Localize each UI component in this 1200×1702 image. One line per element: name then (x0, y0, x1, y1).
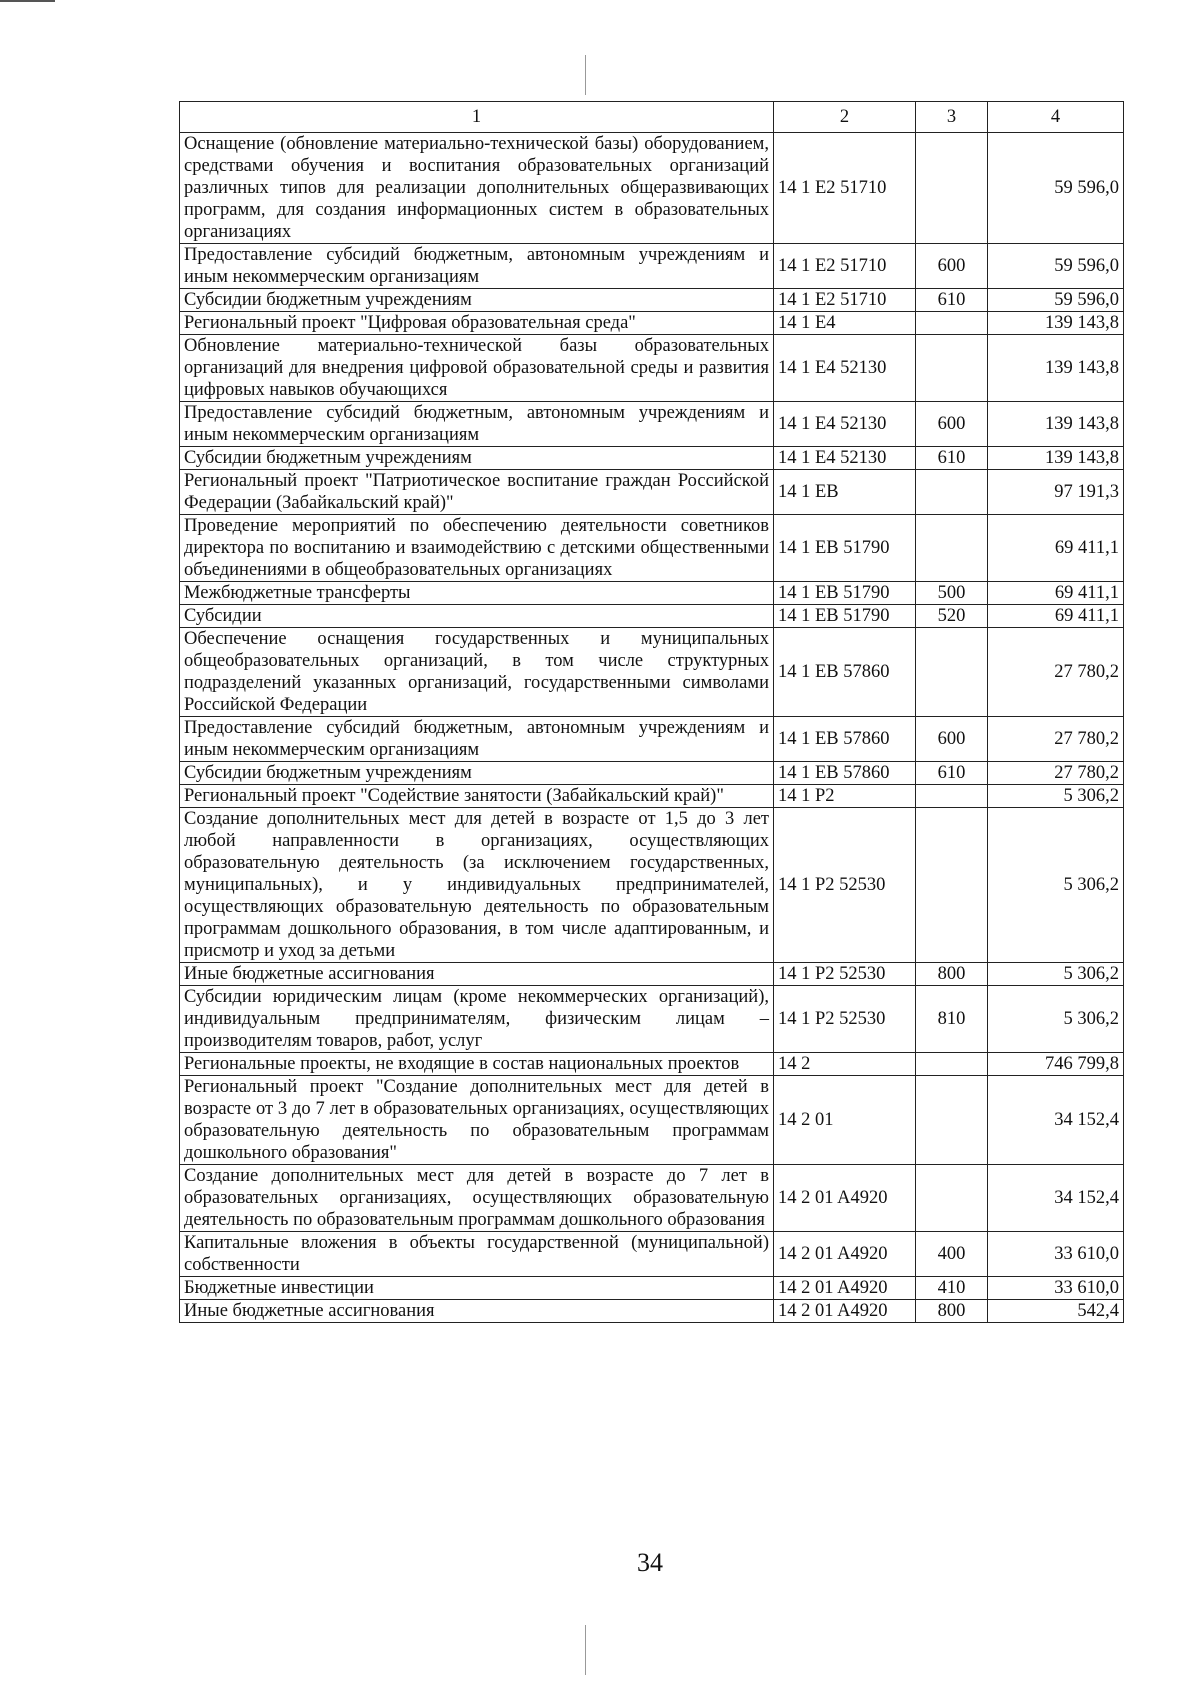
row-name-cell: Иные бюджетные ассигнования (180, 1300, 774, 1323)
row-amount-cell: 69 411,1 (988, 605, 1124, 628)
table-row (180, 1277, 1124, 1300)
row-type-cell (916, 785, 988, 808)
table-body (180, 133, 1124, 1323)
row-code-cell: 14 1 E4 52130 (774, 447, 916, 470)
budget-table (179, 101, 1124, 1323)
table-row (180, 582, 1124, 605)
row-code-cell: 14 1 EB 57860 (774, 762, 916, 785)
row-amount-cell: 59 596,0 (988, 244, 1124, 289)
row-name-cell: Создание дополнительных мест для детей в возрасте от 1,5 до 3 лет любой направленности в организациях, осуществляющих образовательную деятельность (за исключением государственных, муниципальных), и у индивидуальных предпринимателей, осуществляющих образовательную деятельность по образовательным программам дошкольного образования, в том числе адаптированным, и присмотр и уход за детьми (180, 808, 774, 963)
table-row (180, 717, 1124, 762)
table-row (180, 628, 1124, 717)
table-row (180, 1232, 1124, 1277)
row-name-cell: Региональные проекты, не входящие в состав национальных проектов (180, 1053, 774, 1076)
table-row (180, 762, 1124, 785)
row-amount-cell: 27 780,2 (988, 762, 1124, 785)
page-number: 34 (637, 1548, 663, 1577)
row-name-cell: Региональный проект "Патриотическое воспитание граждан Российской Федерации (Забайкальский край)" (180, 470, 774, 515)
row-amount-cell: 5 306,2 (988, 986, 1124, 1053)
row-code-cell: 14 2 01 A4920 (774, 1277, 916, 1300)
row-type-cell: 800 (916, 1300, 988, 1323)
row-amount-cell: 59 596,0 (988, 133, 1124, 244)
row-code-cell: 14 1 E2 51710 (774, 289, 916, 312)
row-amount-cell: 139 143,8 (988, 335, 1124, 402)
row-amount-cell: 34 152,4 (988, 1076, 1124, 1165)
row-name-cell: Субсидии (180, 605, 774, 628)
row-name-cell: Предоставление субсидий бюджетным, автономным учреждениям и иным некоммерческим организациям (180, 402, 774, 447)
row-code-cell: 14 2 01 A4920 (774, 1300, 916, 1323)
row-code-cell: 14 1 EB 51790 (774, 605, 916, 628)
row-amount-cell: 5 306,2 (988, 963, 1124, 986)
row-code-cell: 14 1 P2 52530 (774, 963, 916, 986)
header-col-4: 4 (988, 102, 1124, 133)
row-amount-cell: 97 191,3 (988, 470, 1124, 515)
row-type-cell: 610 (916, 447, 988, 470)
table-row (180, 605, 1124, 628)
row-name-cell: Субсидии бюджетным учреждениям (180, 762, 774, 785)
row-amount-cell: 69 411,1 (988, 582, 1124, 605)
scan-corner-mark (0, 0, 55, 6)
row-code-cell: 14 1 P2 (774, 785, 916, 808)
row-type-cell (916, 335, 988, 402)
row-code-cell: 14 1 EB 51790 (774, 515, 916, 582)
row-name-cell: Субсидии юридическим лицам (кроме некоммерческих организаций), индивидуальным предпринимателям, физическим лицам – производителям товаров, работ, услуг (180, 986, 774, 1053)
row-amount-cell: 33 610,0 (988, 1277, 1124, 1300)
row-amount-cell: 139 143,8 (988, 402, 1124, 447)
row-name-cell: Региональный проект "Создание дополнительных мест для детей в возрасте от 3 до 7 лет в образовательных организациях, осуществляющих образовательную деятельность по образовательным программам дошкольного образования" (180, 1076, 774, 1165)
row-name-cell: Предоставление субсидий бюджетным, автономным учреждениям и иным некоммерческим организациям (180, 717, 774, 762)
row-type-cell: 810 (916, 986, 988, 1053)
row-amount-cell: 139 143,8 (988, 447, 1124, 470)
header-col-3: 3 (916, 102, 988, 133)
row-type-cell (916, 312, 988, 335)
table-row (180, 312, 1124, 335)
header-col-1: 1 (180, 102, 774, 133)
row-code-cell: 14 1 EB 51790 (774, 582, 916, 605)
row-amount-cell: 746 799,8 (988, 1053, 1124, 1076)
row-name-cell: Бюджетные инвестиции (180, 1277, 774, 1300)
row-code-cell: 14 1 P2 52530 (774, 986, 916, 1053)
row-type-cell: 520 (916, 605, 988, 628)
row-name-cell: Проведение мероприятий по обеспечению деятельности советников директора по воспитанию и взаимодействию с детскими общественными объединениями в общеобразовательных организациях (180, 515, 774, 582)
row-name-cell: Капитальные вложения в объекты государственной (муниципальной) собственности (180, 1232, 774, 1277)
row-name-cell: Региональный проект "Цифровая образовательная среда" (180, 312, 774, 335)
scan-artifact-line (585, 55, 586, 95)
row-code-cell: 14 1 P2 52530 (774, 808, 916, 963)
table-row (180, 1053, 1124, 1076)
row-amount-cell: 27 780,2 (988, 628, 1124, 717)
row-code-cell: 14 1 EB 57860 (774, 717, 916, 762)
row-type-cell: 610 (916, 762, 988, 785)
table-row (180, 335, 1124, 402)
table-row (180, 1165, 1124, 1232)
row-code-cell: 14 1 E4 (774, 312, 916, 335)
row-name-cell: Иные бюджетные ассигнования (180, 963, 774, 986)
row-type-cell: 610 (916, 289, 988, 312)
row-type-cell: 410 (916, 1277, 988, 1300)
table-row (180, 470, 1124, 515)
table-row (180, 1076, 1124, 1165)
table-row (180, 402, 1124, 447)
row-amount-cell: 139 143,8 (988, 312, 1124, 335)
header-row (180, 102, 1124, 133)
row-code-cell: 14 1 E2 51710 (774, 133, 916, 244)
table-row (180, 447, 1124, 470)
row-code-cell: 14 1 E4 52130 (774, 402, 916, 447)
row-code-cell: 14 2 01 A4920 (774, 1232, 916, 1277)
row-type-cell (916, 470, 988, 515)
table-row (180, 963, 1124, 986)
row-amount-cell: 5 306,2 (988, 785, 1124, 808)
table-row (180, 808, 1124, 963)
row-code-cell: 14 1 E4 52130 (774, 335, 916, 402)
table-row (180, 1300, 1124, 1323)
row-amount-cell: 33 610,0 (988, 1232, 1124, 1277)
table-row (180, 289, 1124, 312)
row-code-cell: 14 2 01 (774, 1076, 916, 1165)
row-name-cell: Обновление материально-технической базы образовательных организаций для внедрения цифровой образовательной среды и развития цифровых навыков обучающихся (180, 335, 774, 402)
row-amount-cell: 27 780,2 (988, 717, 1124, 762)
row-type-cell (916, 808, 988, 963)
table-row (180, 785, 1124, 808)
table-header (180, 102, 1124, 133)
table-row (180, 986, 1124, 1053)
row-type-cell: 500 (916, 582, 988, 605)
row-name-cell: Предоставление субсидий бюджетным, автономным учреждениям и иным некоммерческим организациям (180, 244, 774, 289)
row-amount-cell: 69 411,1 (988, 515, 1124, 582)
row-type-cell: 600 (916, 717, 988, 762)
row-type-cell: 600 (916, 244, 988, 289)
row-type-cell (916, 628, 988, 717)
row-type-cell (916, 515, 988, 582)
row-amount-cell: 59 596,0 (988, 289, 1124, 312)
row-type-cell (916, 1076, 988, 1165)
row-code-cell: 14 1 EB (774, 470, 916, 515)
row-type-cell (916, 133, 988, 244)
header-col-2: 2 (774, 102, 916, 133)
row-code-cell: 14 1 E2 51710 (774, 244, 916, 289)
row-name-cell: Субсидии бюджетным учреждениям (180, 289, 774, 312)
row-name-cell: Обеспечение оснащения государственных и муниципальных общеобразовательных организаций, в том числе структурных подразделений указанных организаций, государственными символами Российской Федерации (180, 628, 774, 717)
row-type-cell: 600 (916, 402, 988, 447)
budget-table-container (179, 101, 1123, 1323)
row-code-cell: 14 1 EB 57860 (774, 628, 916, 717)
row-name-cell: Создание дополнительных мест для детей в возрасте до 7 лет в образовательных организациях, осуществляющих образовательную деятельность по образовательным программам дошкольного образования (180, 1165, 774, 1232)
row-amount-cell: 5 306,2 (988, 808, 1124, 963)
row-name-cell: Оснащение (обновление материально-технической базы) оборудованием, средствами обучения и воспитания образовательных организаций различных типов для реализации дополнительных общеразвивающих программ, для создания информационных систем в образовательных организациях (180, 133, 774, 244)
row-code-cell: 14 2 (774, 1053, 916, 1076)
table-row (180, 244, 1124, 289)
row-name-cell: Межбюджетные трансферты (180, 582, 774, 605)
row-type-cell: 400 (916, 1232, 988, 1277)
row-amount-cell: 542,4 (988, 1300, 1124, 1323)
row-code-cell: 14 2 01 A4920 (774, 1165, 916, 1232)
row-type-cell (916, 1165, 988, 1232)
table-row (180, 515, 1124, 582)
row-amount-cell: 34 152,4 (988, 1165, 1124, 1232)
row-name-cell: Субсидии бюджетным учреждениям (180, 447, 774, 470)
row-type-cell: 800 (916, 963, 988, 986)
scan-artifact-line-bottom (585, 1625, 586, 1675)
row-type-cell (916, 1053, 988, 1076)
table-row (180, 133, 1124, 244)
row-name-cell: Региональный проект "Содействие занятости (Забайкальский край)" (180, 785, 774, 808)
